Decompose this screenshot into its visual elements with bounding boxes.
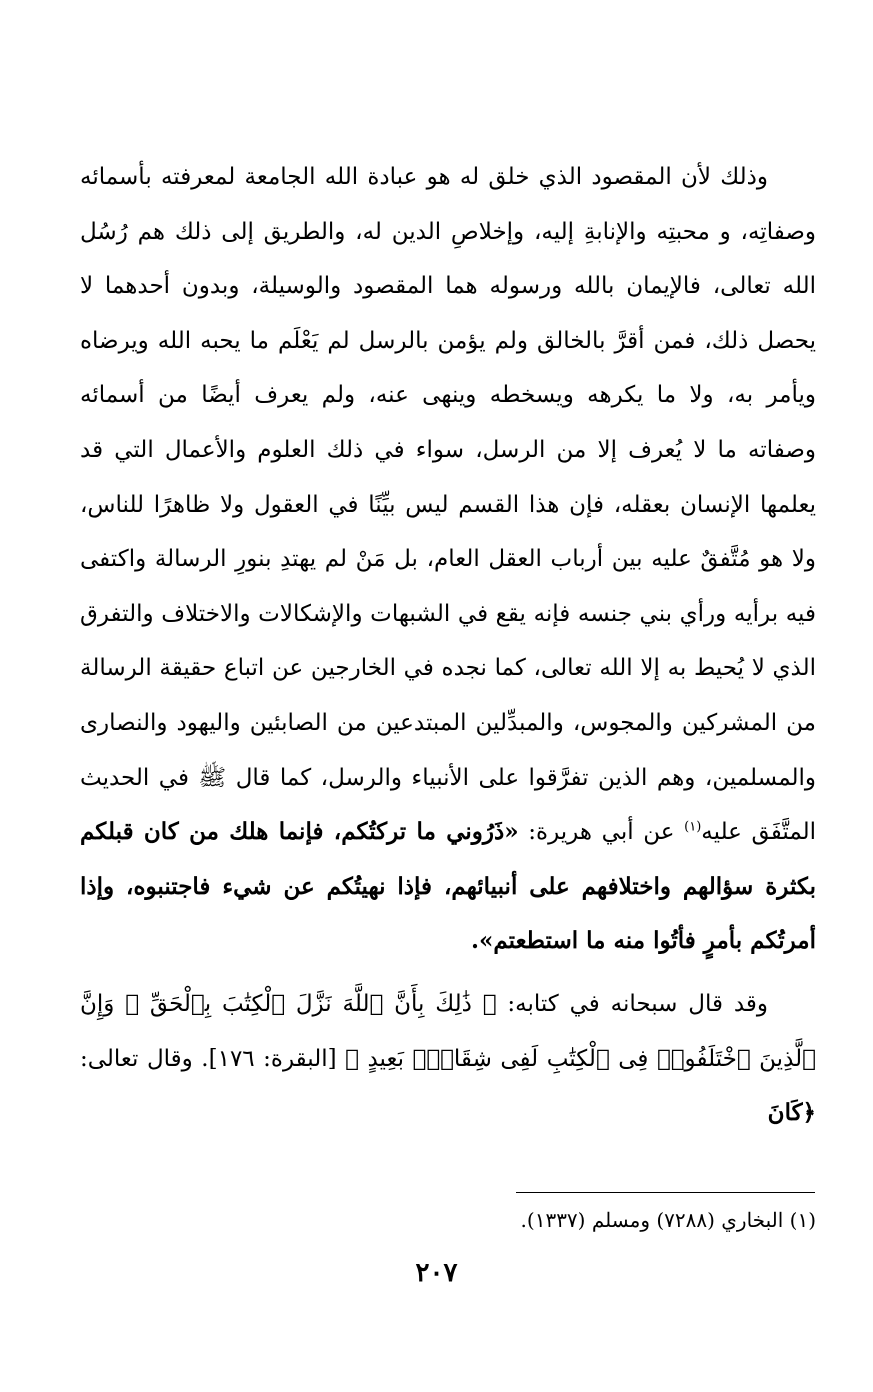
paragraph — [80, 977, 816, 1141]
quran-verse: ﴿ ذَٰلِكَ بِأَنَّ ٱللَّهَ نَزَّلَ ٱلْكِتَٰبَ بِٱلْحَقِّ ۗ وَإِنَّ ٱلَّذِينَ ٱخْتَلَفُوا۟ فِى ٱلْكِتَٰبِ لَفِى شِقَاقٍۭ بَعِيدٍ ﴾ — [80, 990, 816, 1072]
paragraph-text: عن أبي هريرة: — [518, 819, 685, 846]
quran-verse: ﴿كَانَ — [767, 1099, 816, 1127]
quran-reference: [البقرة: ١٧٦]. — [192, 1045, 346, 1072]
paragraph-text: وقد قال سبحانه في كتابه: — [496, 990, 768, 1017]
paragraph-text: وذلك لأن المقصود الذي خلق له هو عبادة الله الجامعة لمعرفته بأسمائه وصفاتِه، و محبتِه والإنابةِ إليه، وإخلاصِ الدين له، والطريق إلى ذلك هم رُسُل الله تعالى، فالإيمان بالله ورسوله هما المقصود والوسيلة، وبدون أحدهما لا يحصل ذلك، فمن أقرَّ بالخالق ولم يؤمن بالرسل لم يَعْلَم ما يحبه الله ويرضاه ويأمر به، ولا ما يكرهه ويسخطه وينهى عنه، ولم يعرف أيضًا من أسمائه وصفاته ما لا يُعرف إلا من الرسل، سواء في ذلك العلوم والأعمال التي قد يعلمها الإنسان بعقله، فإن هذا القسم ليس بيِّنًا في العقول ولا ظاهرًا للناس، ولا هو مُتَّفقٌ عليه بين أرباب العقل العام، بل مَنْ لم يهتدِ بنورِ الرسالة واكتفى فيه برأيه ورأي بني جنسه فإنه يقع في الشبهات والإشكالات والاختلاف والتفرق الذي لا يُحيط به إلا الله تعالى، كما نجده في الخارجين عن اتباع حقيقة الرسالة من المشركين والمجوس، والمبدِّلين المبتدعين من الصابئين واليهود والنصارى والمسلمين، وهم الذين تفرَّقوا على الأنبياء والرسل، كما قال ﷺ في الحديث المتَّفَق عليه — [80, 164, 817, 846]
paragraph — [80, 150, 816, 969]
page-number: ٢٠٧ — [415, 1258, 458, 1288]
footnote: (١) البخاري (٧٢٨٨) ومسلم (١٣٣٧). — [520, 1208, 816, 1232]
paragraph-text: وقال تعالى: — [80, 1045, 193, 1072]
hadith-quote: «ذَرُوني ما تركتُكم، فإنما هلك من كان قبلكم بكثرة سؤالهم واختلافهم على أنبيائهم، فإذا نهيتُكم عن شيء فاجتنبوه، وإذا أمرتُكم بأمرٍ فأتُوا منه ما استطعتم». — [80, 818, 816, 955]
footnote-divider — [516, 1192, 815, 1193]
main-text — [80, 150, 816, 1141]
footnote-reference[interactable]: (١) — [684, 819, 702, 835]
